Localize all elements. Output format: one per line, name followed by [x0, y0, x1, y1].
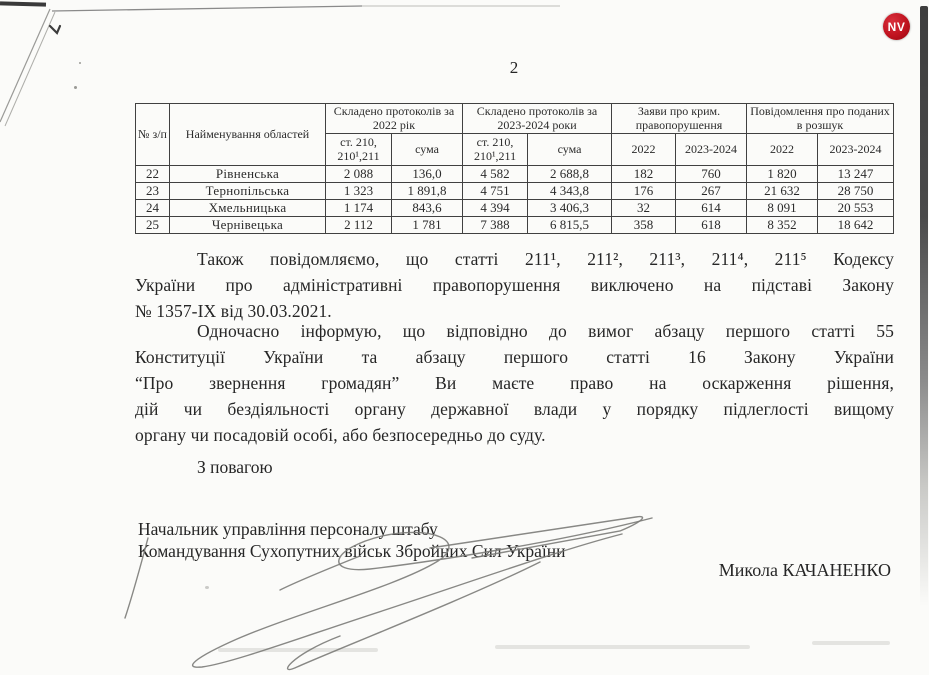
table-cell: 760 [676, 165, 747, 182]
table-cell: 8 091 [747, 199, 818, 216]
table-row [136, 165, 894, 182]
paragraph-line: України про адміністративні правопорушення виключено на підставі Закону [135, 275, 894, 295]
signer-position-line1: Начальник управління персоналу штабу [138, 519, 438, 539]
subheader: ст. 210, 210¹,211 [326, 133, 392, 165]
table-cell: 7 388 [463, 216, 528, 233]
table-cell: 25 [136, 216, 170, 233]
table-cell: 176 [612, 182, 676, 199]
table-cell: 13 247 [818, 165, 894, 182]
scan-smudge [218, 648, 378, 652]
table-cell: 8 352 [747, 216, 818, 233]
header-region: Найменування областей [170, 104, 326, 166]
signer-position-line2: Командування Сухопутних військ Збройних Сил України [138, 541, 566, 561]
table-cell: 21 632 [747, 182, 818, 199]
header-num: № з/п [136, 104, 170, 166]
table-cell: 1 323 [326, 182, 392, 199]
paragraph-line: органу чи посадовій особі, або безпосередньо до суду. [135, 425, 546, 445]
table-row [136, 199, 894, 216]
scan-top-bar [0, 1, 46, 6]
table-cell: 3 406,3 [528, 199, 612, 216]
subheader: сума [392, 133, 463, 165]
table-cell: 136,0 [392, 165, 463, 182]
paragraph-line: Також повідомляємо, що статті 211¹, 211², 211³, 211⁴, 211⁵ Кодексу [197, 249, 894, 269]
table-cell: Тернопільська [170, 182, 326, 199]
header-group-criminal-reports: Заяви про крим. правопорушення [612, 104, 747, 134]
paragraph-line: Одночасно інформую, що відповідно до вимог абзацу першого статті 55 [197, 321, 894, 341]
paragraph-line: № 1357-ІХ від 30.03.2021. [135, 301, 332, 321]
table-cell: 4 394 [463, 199, 528, 216]
table-cell: 358 [612, 216, 676, 233]
table-cell: 28 750 [818, 182, 894, 199]
table-cell: 4 751 [463, 182, 528, 199]
paragraph-appeal-rights [135, 318, 894, 448]
table-cell: 182 [612, 165, 676, 182]
table-cell: 2 688,8 [528, 165, 612, 182]
table-cell: 1 781 [392, 216, 463, 233]
table-cell: Рівненська [170, 165, 326, 182]
signer-position [138, 518, 565, 562]
subheader: 2022 [747, 133, 818, 165]
table-cell: 4 582 [463, 165, 528, 182]
table-cell: Хмельницька [170, 199, 326, 216]
scan-smudge [495, 645, 750, 649]
table-cell: 1 891,8 [392, 182, 463, 199]
signer-name: Микола КАЧАНЕНКО [718, 560, 891, 580]
table-cell: 4 343,8 [528, 182, 612, 199]
subheader: 2023-2024 [818, 133, 894, 165]
table-cell: 24 [136, 199, 170, 216]
subheader: ст. 210, 210¹,211 [463, 133, 528, 165]
table-row [136, 216, 894, 233]
scan-speck [79, 62, 81, 64]
scan-speck [205, 586, 209, 589]
salutation: З повагою [197, 457, 273, 477]
subheader: 2022 [612, 133, 676, 165]
table-cell: 22 [136, 165, 170, 182]
paragraph-line: “Про звернення громадян” Ви маєте право на оскарження рішення, [135, 373, 894, 393]
table-row [136, 182, 894, 199]
table-cell: 6 815,5 [528, 216, 612, 233]
subheader: 2023-2024 [676, 133, 747, 165]
table-cell: 20 553 [818, 199, 894, 216]
nv-logo-text: NV [887, 19, 906, 34]
scan-smudge [812, 641, 890, 645]
table-cell: 1 174 [326, 199, 392, 216]
table-cell: 2 112 [326, 216, 392, 233]
nv-logo [883, 13, 910, 40]
header-group-wanted-notices: Повідомлення про поданих в розшук [747, 104, 894, 134]
scan-right-edge [920, 6, 928, 606]
table-cell: 23 [136, 182, 170, 199]
table-cell: 618 [676, 216, 747, 233]
table-cell: 18 642 [818, 216, 894, 233]
scan-speck [74, 86, 77, 89]
table-cell: 267 [676, 182, 747, 199]
table-header-row-groups [136, 104, 894, 134]
header-group-protocols-2023-2024: Складено протоколів за 2023-2024 роки [463, 104, 612, 134]
table-cell: 2 088 [326, 165, 392, 182]
statistics-table [135, 103, 894, 234]
table-cell: 32 [612, 199, 676, 216]
paragraph-articles-excluded [135, 246, 894, 324]
paragraph-line: Конституції України та абзацу першого статті 16 Закону України [135, 347, 894, 367]
table-cell: 614 [676, 199, 747, 216]
table-cell: 1 820 [747, 165, 818, 182]
page-number: 2 [509, 58, 519, 77]
table-cell: Чернівецька [170, 216, 326, 233]
header-group-protocols-2022: Складено протоколів за 2022 рік [326, 104, 463, 134]
paragraph-line: дій чи бездіяльності органу державної влади у порядку підлеглості вищому [135, 399, 894, 419]
subheader: сума [528, 133, 612, 165]
table-cell: 843,6 [392, 199, 463, 216]
